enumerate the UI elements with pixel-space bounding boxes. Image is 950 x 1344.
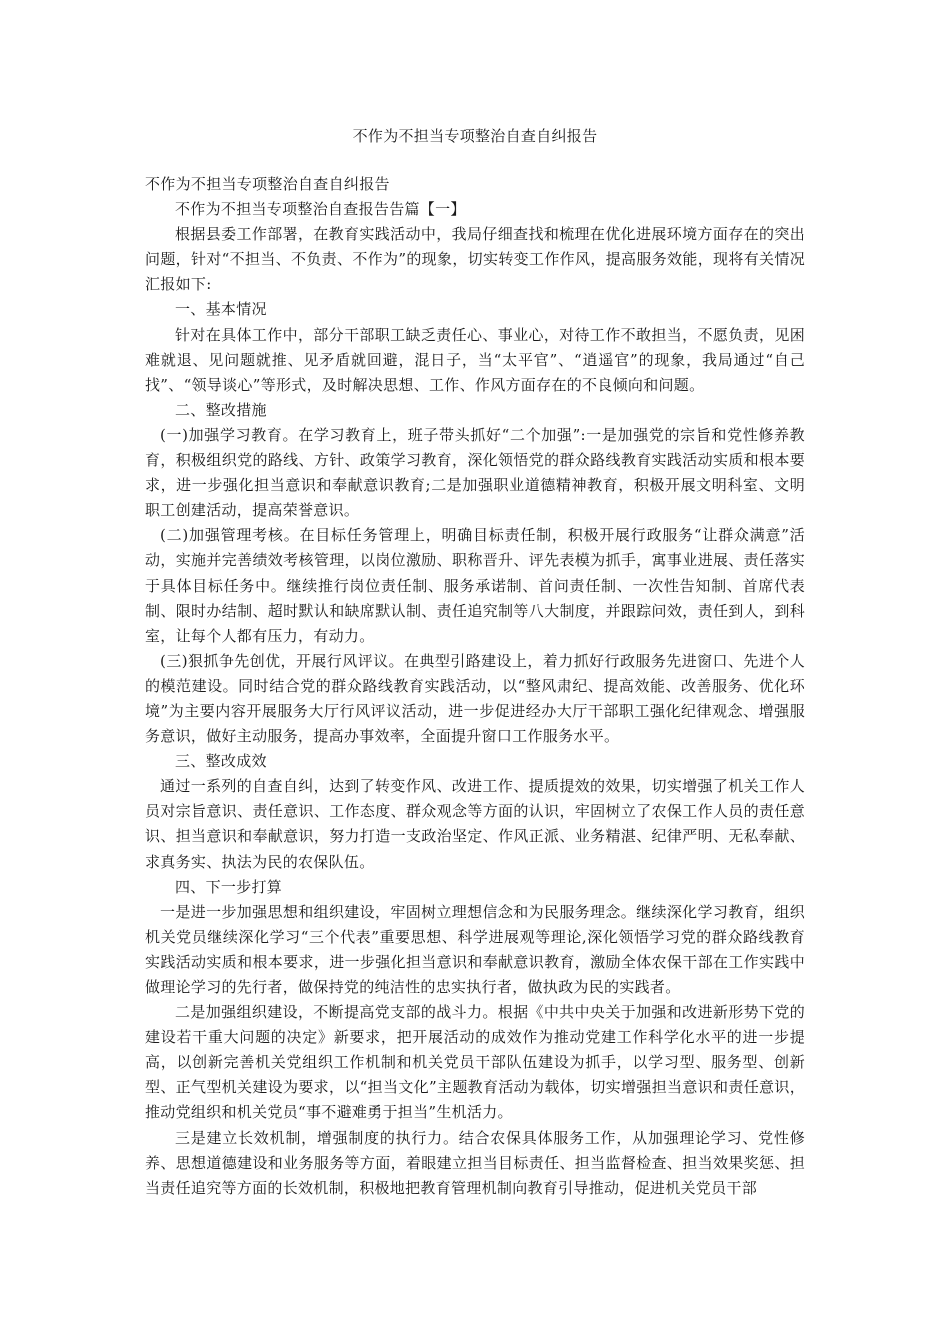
heading-measures: 二、整改措施 [175, 400, 267, 419]
paragraph-measure-1: (一)加强学习教育。在学习教育上，班子带头抓好“二个加强”:一是加强党的宗旨和党性修养教育，积极组织党的路线、方针、政策学习教育，深化领悟党的群众路线教育实践活动实质和根本要求，进一步强化担当意识和奉献意识教育;二是加强职业道德精神教育，积极开展文明科室、文明职工创建活动，提高荣誉意识。 [145, 425, 805, 520]
paragraph-next-1: 一是进一步加强思想和组织建设，牢固树立理想信念和为民服务理念。继续深化学习教育，组织机关党员继续深化学习“三个代表”重要思想、科学进展观等理论,深化领悟学习党的群众路线教育实践活动实质和根本要求，进一步强化担当意识和奉献意识教育，激励全体农保干部在工作实践中做理论学习的先行者，做保持党的纯洁性的忠实执行者，做执政为民的实践者。 [145, 902, 805, 996]
paragraph-measure-2: (二)加强管理考核。在目标任务管理上，明确目标责任制，积极开展行政服务“让群众满意”活动，实施并完善绩效考核管理，以岗位激励、职称晋升、评先表模为抓手，寓事业进展、责任落实于具体目标任务中。继续推行岗位责任制、服务承诺制、首问责任制、一次性告知制、首席代表制、限时办结制、超时默认和缺席默认制、责任追究制等八大制度，并跟踪问效，责任到人，到科室，让每个人都有压力，有动力。 [145, 526, 805, 645]
paragraph-results: 通过一系列的自查自纠，达到了转变作风、改进工作、提质提效的效果，切实增强了机关工作人员对宗旨意识、责任意识、工作态度、群众观念等方面的认识，牢固树立了农保工作人员的责任意识、担当意识和奉献意识，努力打造一支政治坚定、作风正派、业务精湛、纪律严明、无私奉献、求真务实、执法为民的农保队伍。 [145, 777, 805, 871]
section-title: 不作为不担当专项整治自查报告告篇【一】 [175, 200, 466, 219]
intro-paragraph: 根据县委工作部署，在教育实践活动中，我局仔细查找和梳理在优化进展环境方面存在的突出问题，针对“不担当、不负责、不作为”的现象，切实转变工作作风，提高服务效能，现将有关情况汇报如下: [145, 225, 805, 294]
paragraph-next-3: 三是建立长效机制，增强制度的执行力。结合农保具体服务工作，从加强理论学习、党性修养、思想道德建设和业务服务等方面，着眼建立担当目标责任、担当监督检查、担当效果奖惩、担当责任追究等方面的长效机制，积极地把教育管理机制向教育引导推动，促进机关党员干部 [145, 1128, 805, 1197]
paragraph-measure-3: (三)狠抓争先创优，开展行风评议。在典型引路建设上，着力抓好行政服务先进窗口、先进个人的模范建设。同时结合党的群众路线教育实践活动，以“整风肃纪、提高效能、改善服务、优化环境”为主要内容开展服务大厅行风评议活动，进一步促进经办大厅干部职工强化纪律观念、增强服务意识，做好主动服务，提高办事效率，全面提升窗口工作服务水平。 [145, 651, 805, 746]
document-title: 不作为不担当专项整治自查自纠报告 [352, 127, 598, 145]
heading-basic-situation: 一、基本情况 [175, 300, 267, 319]
heading-results: 三、整改成效 [175, 752, 267, 771]
heading-next-steps: 四、下一步打算 [175, 877, 283, 896]
paragraph-basic-situation: 针对在具体工作中，部分干部职工缺乏责任心、事业心，对待工作不敢担当，不愿负责，见困难就退、见问题就推、见矛盾就回避，混日子，当“太平官”、“逍遥官”的现象，我局通过“自己找”、“领导谈心”等形式，及时解决思想、工作、作风方面存在的不良倾向和问题。 [145, 325, 805, 394]
paragraph-next-2: 二是加强组织建设，不断提高党支部的战斗力。根据《中共中央关于加强和改进新形势下党的建设若干重大问题的决定》新要求，把开展活动的成效作为推动党建工作科学化水平的进一步提高，以创新完善机关党组织工作机制和机关党员干部队伍建设为抓手，以学习型、服务型、创新型、正气型机关建设为要求，以“担当文化”主题教育活动为载体，切实增强担当意识和责任意识，推动党组织和机关党员“事不避难勇于担当”生机活力。 [145, 1003, 805, 1122]
document-body [145, 172, 805, 1201]
subtitle: 不作为不担当专项整治自查自纠报告 [145, 175, 390, 193]
